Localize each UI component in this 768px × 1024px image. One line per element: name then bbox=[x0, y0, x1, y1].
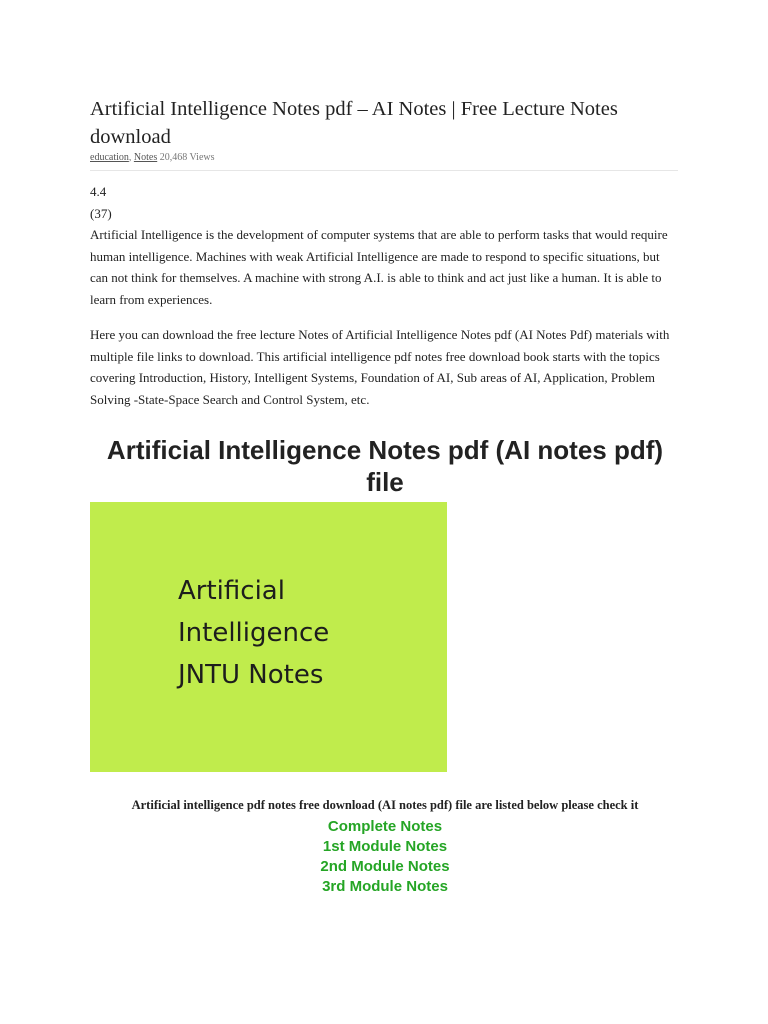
category-link-notes[interactable]: Notes bbox=[133, 152, 158, 163]
cover-line: JNTU Notes bbox=[178, 660, 324, 690]
category-separator: , bbox=[128, 152, 134, 163]
article bbox=[90, 0, 680, 897]
section-heading: Artificial Intelligence Notes pdf (AI notes pdf) file bbox=[106, 435, 664, 497]
module-2-notes-link[interactable]: 2nd Module Notes bbox=[320, 858, 450, 875]
cover-image-text bbox=[178, 570, 329, 696]
module-1-notes-link[interactable]: 1st Module Notes bbox=[322, 838, 448, 855]
category-link-education[interactable]: education bbox=[90, 152, 129, 163]
module-3-notes-link[interactable]: 3rd Module Notes bbox=[322, 878, 448, 895]
divider bbox=[90, 170, 678, 171]
cover-image bbox=[90, 502, 447, 772]
intro-paragraph: Artificial Intelligence is the development of computer systems that are able to perform tasks that would require human intelligence. Machines with weak Artificial Intelligence are made to respond to specific situations, but can not think for themselves. A machine with strong A.I. is able to think and act just like a human. It is able to learn from experiences. bbox=[90, 227, 668, 307]
complete-notes-link[interactable]: Complete Notes bbox=[327, 818, 443, 835]
cover-line: Intelligence bbox=[178, 618, 330, 648]
description-paragraph: Here you can download the free lecture Notes of Artificial Intelligence Notes pdf (AI Notes Pdf) materials with multiple file links to download. This artificial intelligence pdf notes free download book starts with the topics covering Introduction, History, Intelligent Systems, Foundation of AI, Sub areas of AI, Application, Problem Solving -State-Space Search and Control System, etc. bbox=[90, 327, 670, 407]
article-meta bbox=[90, 151, 680, 165]
rating-count: (37) bbox=[90, 205, 112, 221]
rating bbox=[90, 181, 680, 224]
view-count: 20,468 Views bbox=[159, 152, 215, 163]
rating-score: 4.4 bbox=[90, 184, 107, 199]
list-caption: Artificial intelligence pdf notes free download (AI notes pdf) file are listed below please check it bbox=[131, 798, 639, 812]
page-title: Artificial Intelligence Notes pdf – AI Notes | Free Lecture Notes download bbox=[90, 98, 618, 148]
download-links bbox=[90, 817, 680, 897]
cover-line: Artificial bbox=[178, 576, 285, 606]
